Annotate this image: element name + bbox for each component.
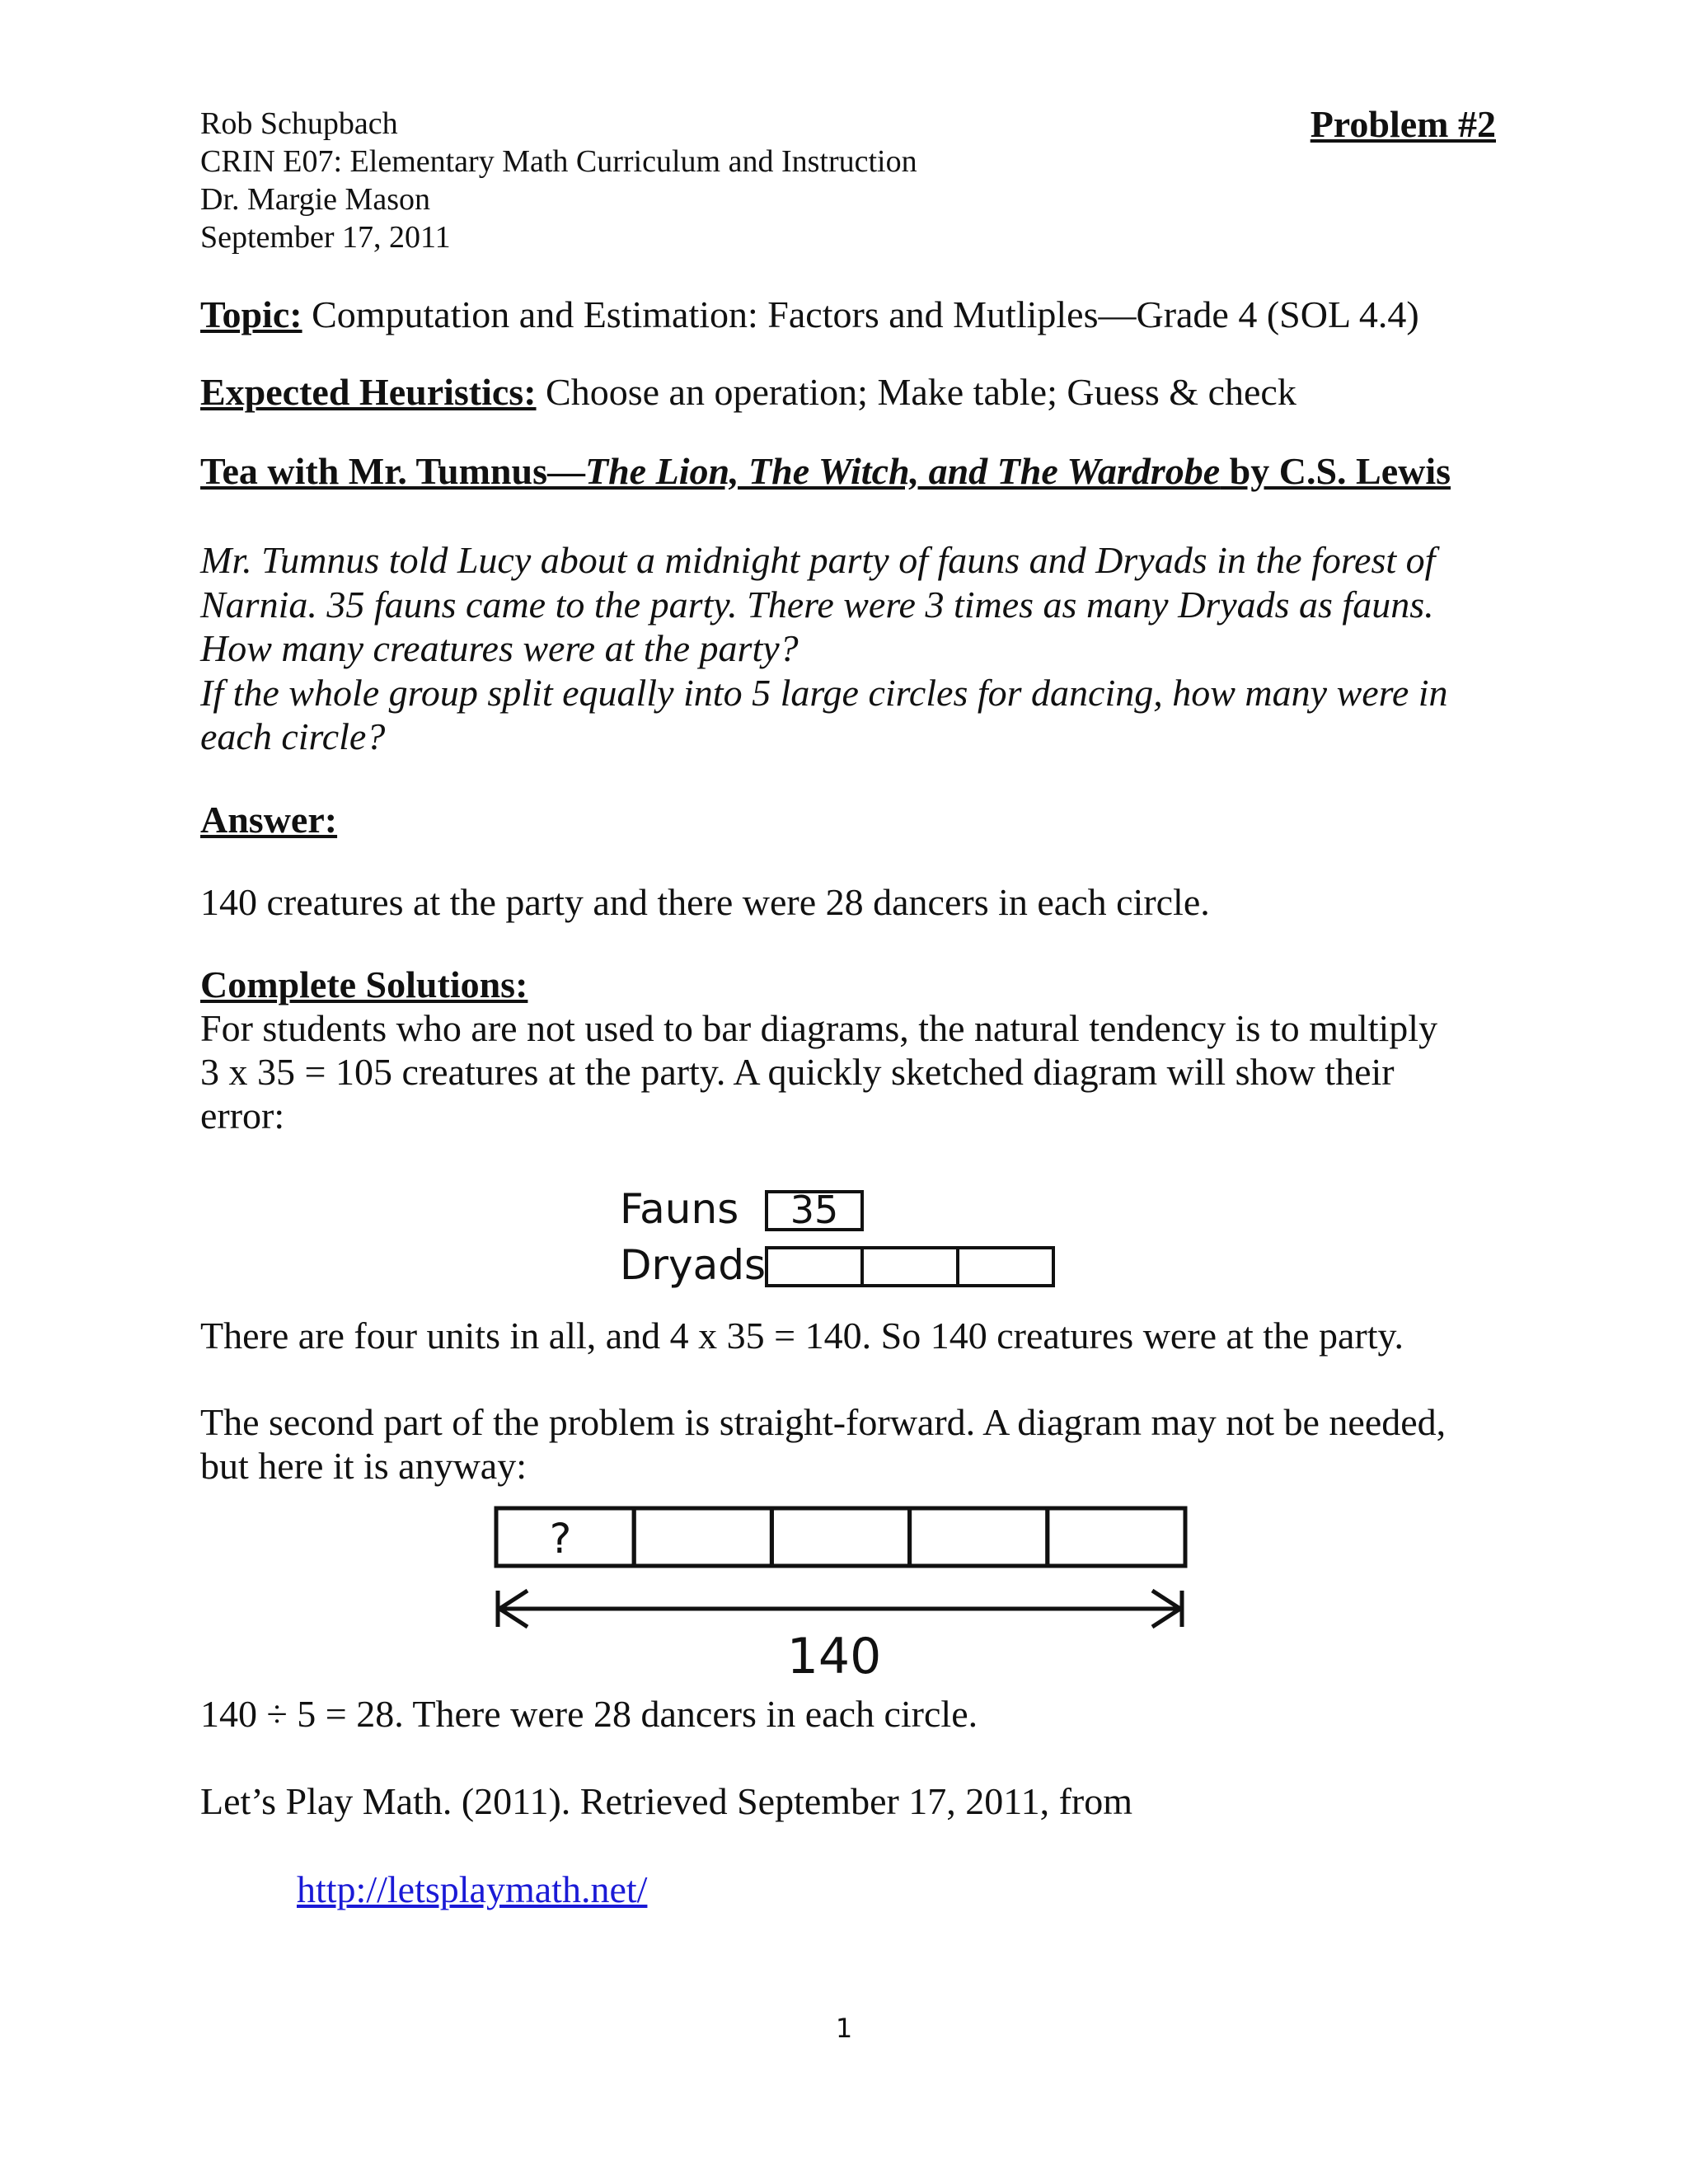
- fauns-label: Fauns: [620, 1185, 739, 1233]
- division-segment: [910, 1508, 1048, 1566]
- problem-text-line: How many creatures were at the party?: [200, 627, 799, 669]
- title-book: The Lion, The Witch, and The Wardrobe: [585, 450, 1221, 492]
- problem-text-line: If the whole group split equally into 5 large circles for dancing, how many were in: [200, 672, 1448, 714]
- instructor-name: Dr. Margie Mason: [200, 182, 430, 217]
- second-part-line: but here it is anyway:: [200, 1445, 528, 1487]
- dryads-unit: [767, 1248, 862, 1286]
- topic-line: [200, 293, 1419, 336]
- course-name: CRIN E07: Elementary Math Curriculum and Instruction: [200, 144, 917, 179]
- page-number: 1: [835, 2013, 853, 2044]
- problem-text-line: Narnia. 35 fauns came to the party. There were 3 times as many Dryads as fauns.: [200, 583, 1434, 626]
- fauns-unit-value: 35: [790, 1188, 839, 1232]
- problem-number: Problem #2: [1310, 103, 1496, 145]
- dryads-unit: [862, 1248, 958, 1286]
- solutions-intro-line: For students who are not used to bar diagrams, the natural tendency is to multiply: [200, 1007, 1438, 1049]
- answer-text: 140 creatures at the party and there were 28 dancers in each circle.: [200, 881, 1210, 923]
- second-part-line: The second part of the problem is straight-forward. A diagram may not be needed,: [200, 1401, 1447, 1443]
- author-name: Rob Schupbach: [200, 106, 398, 141]
- heuristics-text: Choose an operation; Make table; Guess & check: [536, 371, 1296, 413]
- division-segment: [496, 1508, 634, 1566]
- dryads-unit: [958, 1248, 1053, 1286]
- units-explanation: There are four units in all, and 4 x 35 = 140. So 140 creatures were at the party.: [200, 1315, 1404, 1357]
- topic-text: Computation and Estimation: Factors and Mutliples—Grade 4 (SOL 4.4): [302, 293, 1419, 335]
- total-label: 140: [786, 1628, 882, 1685]
- division-segment: [1048, 1508, 1185, 1566]
- title-part2: by C.S. Lewis: [1220, 450, 1451, 492]
- heuristics-label: Expected Heuristics:: [200, 371, 537, 413]
- reference-url[interactable]: http://letsplaymath.net/: [297, 1868, 648, 1910]
- solutions-label: Complete Solutions:: [200, 963, 528, 1005]
- total-arrow: [498, 1591, 1182, 1627]
- problem-title: [200, 449, 1451, 493]
- unknown-segment-label: ?: [549, 1515, 572, 1563]
- fauns-unit: [767, 1192, 862, 1230]
- reference-text: Let’s Play Math. (2011). Retrieved September 17, 2011, from: [200, 1780, 1133, 1822]
- dryads-bar: [767, 1248, 1053, 1286]
- problem-text-line: Mr. Tumnus told Lucy about a midnight party of fauns and Dryads in the forest of: [200, 539, 1436, 581]
- topic-label: Topic:: [200, 293, 302, 335]
- solutions-intro-line: 3 x 35 = 105 creatures at the party. A quickly sketched diagram will show their: [200, 1051, 1395, 1093]
- division-segment: [771, 1508, 909, 1566]
- division-result: 140 ÷ 5 = 28. There were 28 dancers in each circle.: [200, 1693, 978, 1735]
- answer-label: Answer:: [200, 799, 338, 841]
- document-date: September 17, 2011: [200, 220, 451, 255]
- fauns-bar: [767, 1192, 862, 1230]
- reference-link[interactable]: [297, 1868, 647, 1911]
- division-bar: [496, 1508, 1185, 1566]
- solutions-intro-line: error:: [200, 1094, 285, 1137]
- heuristics-line: [200, 370, 1296, 414]
- title-part1: Tea with Mr. Tumnus—: [200, 450, 585, 492]
- division-segment: [634, 1508, 771, 1566]
- problem-text-line: each circle?: [200, 715, 386, 757]
- dryads-label: Dryads: [620, 1241, 767, 1289]
